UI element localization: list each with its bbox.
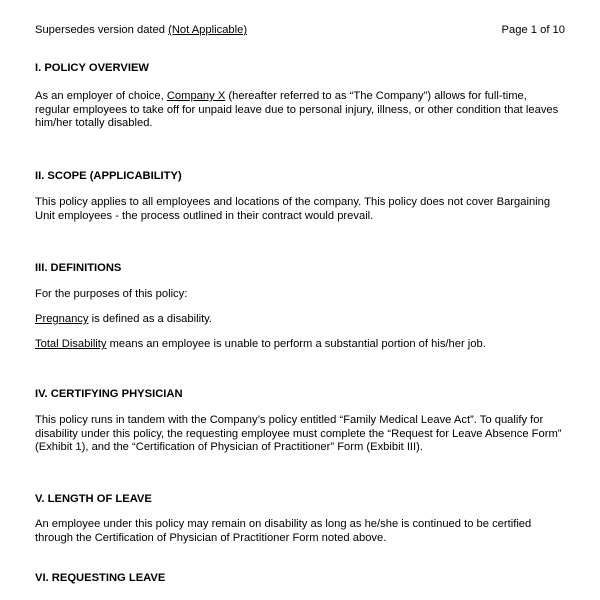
section-heading-requesting-leave: VI. REQUESTING LEAVE <box>35 572 166 584</box>
section-heading-certifying-physician: IV. CERTIFYING PHYSICIAN <box>35 388 183 400</box>
section-heading-scope: II. SCOPE (APPLICABILITY) <box>35 170 182 182</box>
definition-pregnancy: Pregnancy is defined as a disability. <box>35 313 213 325</box>
policy-overview-text: As an employer of choice, Company X (hereafter referred to as “The Company”) allows for full-time, regular employees to take off for unpaid leave due to personal injury, illness, or other condition that leaves him/her totally disabled. <box>35 90 559 130</box>
section-heading-length-of-leave: V. LENGTH OF LEAVE <box>35 493 152 505</box>
section-heading-definitions: III. DEFINITIONS <box>35 262 122 274</box>
page-header <box>35 24 565 38</box>
section-heading-policy-overview: I. POLICY OVERVIEW <box>35 62 149 74</box>
length-of-leave-text: An employee under this policy may remain on disability as long as he/she is continued to be certified through the Certification of Physician of Practitioner Form noted above. <box>35 518 532 544</box>
supersedes-date: (Not Applicable) <box>168 24 248 36</box>
scope-text: This policy applies to all employees and locations of the company. This policy does not cover Bargaining Unit employees - the process outlined in their contract would prevail. <box>35 196 551 222</box>
company-name: Company X <box>166 90 226 102</box>
definition-total-disability: Total Disability means an employee is unable to perform a substantial portion of his/her job. <box>35 338 486 350</box>
certifying-physician-text: This policy runs in tandem with the Company’s policy entitled “Family Medical Leave Act”. To qualify for disability under this policy, the requesting employee must complete the “Request for Leave Absence Form” (Exhibit 1), and the “Certification of Physician of Practitioner” Form (Exbibit III). <box>35 414 562 454</box>
definitions-intro: For the purposes of this policy: <box>35 288 188 300</box>
page-number: Page 1 of 10 <box>501 24 565 36</box>
term-total-disability: Total Disability <box>35 338 107 350</box>
document-page <box>35 0 565 600</box>
term-pregnancy: Pregnancy <box>35 313 89 325</box>
supersedes-line: Supersedes version dated (Not Applicable) <box>35 24 248 36</box>
